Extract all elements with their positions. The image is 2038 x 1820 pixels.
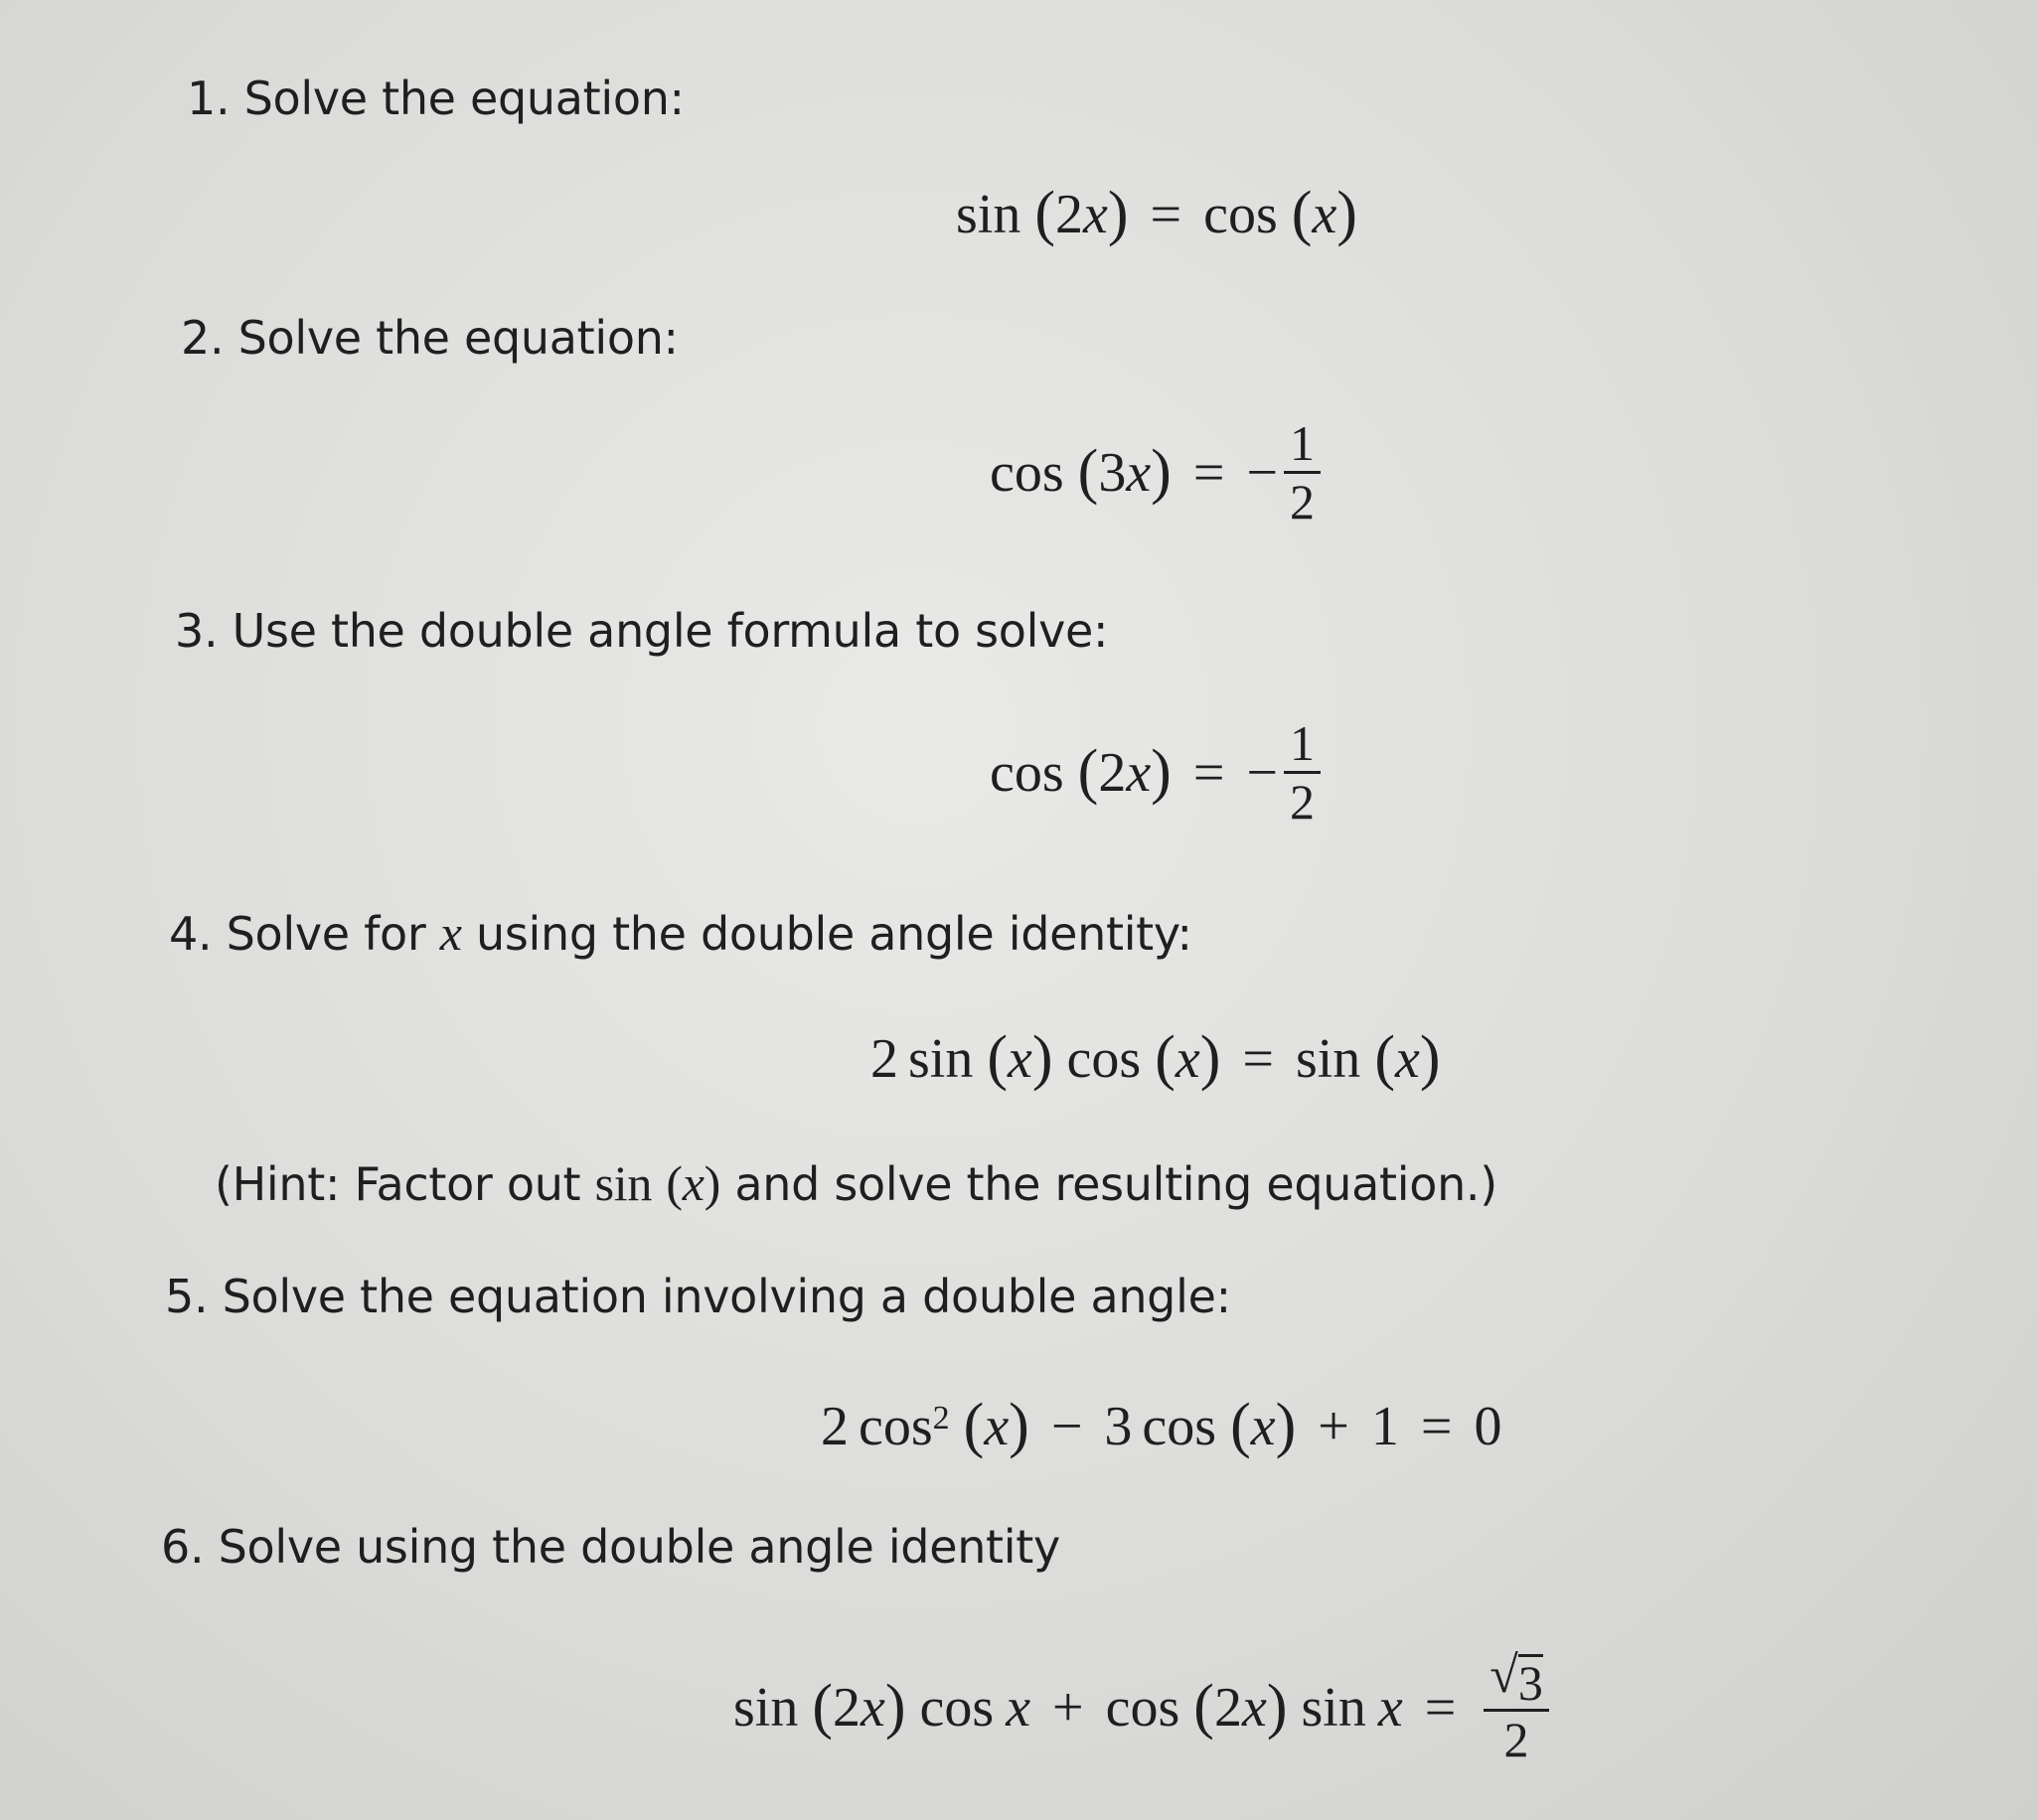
coef: 3 xyxy=(1098,441,1127,504)
var-x: x xyxy=(1377,1676,1403,1739)
coef: 2 xyxy=(870,1027,898,1090)
var-x: x xyxy=(1250,1395,1276,1457)
minus: − xyxy=(1246,441,1279,504)
fn-cos: cos xyxy=(859,1395,933,1457)
fn-sin: sin xyxy=(1301,1676,1366,1739)
var-x: x xyxy=(984,1395,1010,1457)
var-x: x xyxy=(1008,1027,1032,1090)
problem-4-prompt xyxy=(169,904,1192,962)
problem-1-equation: sin ( 2 x ) = cos ( x ) xyxy=(956,180,1357,247)
equals: = xyxy=(1242,1027,1274,1090)
coef: 2 xyxy=(1055,183,1084,245)
constant: 0 xyxy=(1474,1395,1502,1457)
plus: + xyxy=(1052,1676,1084,1739)
fraction xyxy=(1284,715,1321,830)
problem-2-equation: cos ( 3 x ) = − $\frac{1}{2}$ xyxy=(990,415,1321,530)
equals: = xyxy=(1192,741,1225,804)
problem-3-prompt: 3. Use the double angle formula to solve: xyxy=(175,604,1109,658)
radicand: 3 xyxy=(1517,1655,1543,1711)
fn-sin: sin xyxy=(908,1027,974,1090)
var-x: x xyxy=(1126,441,1152,504)
var-x: x xyxy=(1083,183,1108,245)
minus: − xyxy=(1050,1395,1083,1457)
fraction xyxy=(1484,1647,1549,1767)
denominator: 2 xyxy=(1503,1712,1529,1767)
fn-sin: sin xyxy=(594,1155,653,1211)
prompt-text: 4. Solve for xyxy=(169,907,426,961)
numerator xyxy=(1484,1647,1549,1709)
coef: 2 xyxy=(833,1676,862,1739)
plus: + xyxy=(1318,1395,1349,1457)
exponent: 2 xyxy=(932,1399,950,1437)
var-x: x xyxy=(1312,183,1337,245)
minus: − xyxy=(1246,741,1279,804)
var-x: x xyxy=(1006,1676,1031,1739)
radical-sign: √ xyxy=(1489,1647,1518,1704)
coef: 2 xyxy=(821,1395,849,1457)
fn-cos: cos xyxy=(1203,183,1278,245)
var-x: x xyxy=(1126,741,1152,804)
fn-cos: cos xyxy=(919,1676,995,1739)
fn-cos: cos xyxy=(990,741,1064,804)
fn-cos: cos xyxy=(1105,1676,1180,1739)
denominator: 2 xyxy=(1290,474,1316,530)
equals: = xyxy=(1150,183,1182,245)
problem-1-prompt: 1. Solve the equation: xyxy=(187,72,685,125)
fn-cos: cos xyxy=(990,441,1064,504)
var-x: x xyxy=(439,905,462,961)
hint-text: and solve the resulting equation.) xyxy=(734,1157,1497,1211)
constant: 1 xyxy=(1370,1395,1399,1457)
var-x: x xyxy=(682,1155,705,1211)
equals: = xyxy=(1192,441,1225,504)
problem-5-equation: 2 cos 2 ( x ) − 3 cos ( x ) + 1 = 0 xyxy=(821,1392,1502,1459)
square-root xyxy=(1489,1648,1543,1709)
problem-6-equation: sin ( 2 x ) cos x + cos ( 2 x ) sin x = √ 3 2 xyxy=(733,1647,1549,1767)
denominator: 2 xyxy=(1290,774,1316,830)
numerator: 1 xyxy=(1290,715,1316,771)
hint-text: (Hint: Factor out xyxy=(215,1157,581,1211)
prompt-text: using the double angle identity: xyxy=(476,907,1192,961)
fraction xyxy=(1284,415,1321,530)
fn-sin: sin xyxy=(733,1676,799,1739)
problem-6-prompt: 6. Solve using the double angle identity xyxy=(161,1520,1060,1574)
fn-sin: sin xyxy=(1295,1027,1361,1090)
fn-cos: cos xyxy=(1066,1027,1142,1090)
equals: = xyxy=(1424,1676,1457,1739)
var-x: x xyxy=(1394,1027,1420,1090)
var-x: x xyxy=(1175,1027,1200,1090)
equals: = xyxy=(1420,1395,1453,1457)
problem-4-equation: 2 sin ( x ) cos ( x ) = sin ( x ) xyxy=(870,1024,1441,1092)
problem-3-equation: cos ( 2 x ) = − $\frac{1}{2}$ xyxy=(990,715,1321,830)
var-x: x xyxy=(1241,1676,1267,1739)
numerator: 1 xyxy=(1290,415,1316,471)
problem-5-prompt: 5. Solve the equation involving a double angle: xyxy=(165,1270,1231,1323)
coef: 2 xyxy=(1098,741,1127,804)
coef: 2 xyxy=(1213,1676,1242,1739)
var-x: x xyxy=(861,1676,885,1739)
coef: 3 xyxy=(1104,1395,1133,1457)
fn-sin: sin xyxy=(956,183,1021,245)
problem-2-prompt: 2. Solve the equation: xyxy=(181,311,679,365)
problem-4-hint: (Hint: Factor out sin (x) and solve the resulting equation.) xyxy=(215,1155,1497,1211)
fn-cos: cos xyxy=(1142,1395,1217,1457)
